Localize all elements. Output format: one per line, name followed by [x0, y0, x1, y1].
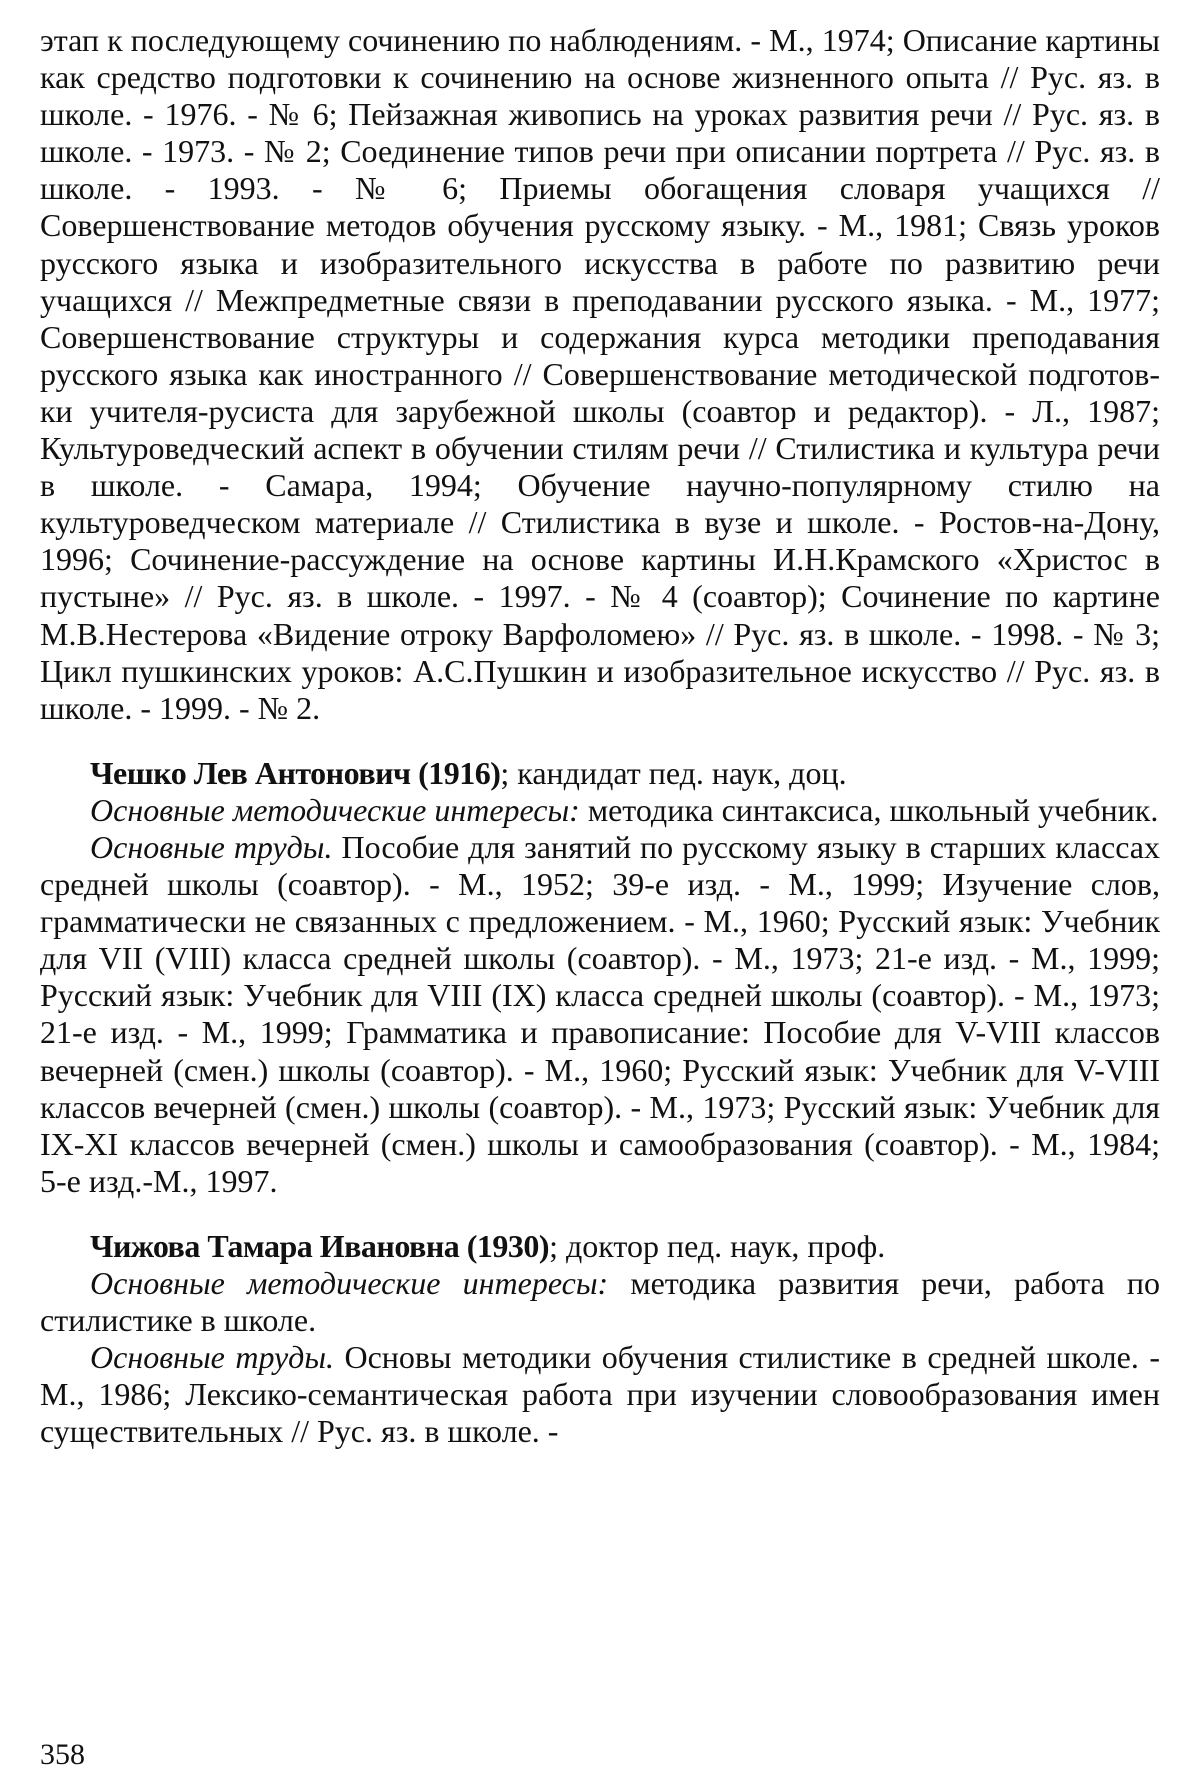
interests-text: методика развития речи, работа по стилистике в школе.	[40, 1265, 1161, 1339]
interests-label: Основные методические интересы:	[90, 1265, 609, 1301]
interests-paragraph	[40, 792, 1160, 829]
interests-text: методика синтаксиса, школьный учебник.	[579, 791, 1159, 828]
works-label: Основные труды.	[90, 1339, 334, 1376]
author-heading	[40, 755, 1160, 792]
author-heading	[40, 1228, 1160, 1265]
works-paragraph	[40, 829, 1160, 1200]
document-page	[40, 22, 1160, 1450]
interests-label: Основные методические интересы:	[90, 791, 580, 828]
author-degree: ; кандидат пед. наук, доц.	[500, 754, 847, 791]
page-number: 358	[40, 1738, 85, 1771]
works-label: Основные труды.	[90, 828, 333, 865]
author-name: Чижова Тамара Ивановна (1930)	[90, 1227, 550, 1264]
author-entry	[40, 755, 1160, 1200]
works-text: Пособие для занятий по русскому языку в старших классах средней школы (соавтор). - М., 1952; 39-е изд. - М., 1999; Изучение слов, грамматически не связанных с предложением. - М., 1960; Русский язык: Учебник для VII (VIII) класса средней школы (соавтор). - М., 1973; 21-е изд. - М., 1999; Русский язык: Учебник для VIII (IX) класса средней школы (соавтор). - М., 1973; 21-е изд. - М., 1999; Грамматика и правописание: Пособие для V-VIII классов вечерней (смен.) школы (соавтор). - М., 1960; Русский язык: Учебник для V-VIII классов вечерней (смен.) школы (соавтор). - М., 1973; Русский язык: Учебник для IX-XI классов вечерней (смен.) школы и самообразования (соавтор). - М., 1984; 5-е изд.-М., 1997.	[40, 828, 1161, 1199]
interests-paragraph	[40, 1265, 1160, 1339]
works-paragraph	[40, 1339, 1160, 1450]
author-name: Чешко Лев Антонович (1916)	[90, 754, 501, 791]
author-entry	[40, 1228, 1160, 1451]
intro-paragraph: этап к последующему сочинению по наблюдениям. - М., 1974; Описание картины как средство подготовки к сочинению на основе жизненного опыта // Рус. яз. в школе. - 1976. - № 6; Пейзажная живопись на уроках развития речи // Рус. яз. в школе. - 1973. - № 2; Соединение типов речи при описании портрета // Рус. яз. в школе. - 1993. - № 6; Приемы обогащения словаря учащихся // Совершенствование методов обучения русскому языку. - М., 1981; Связь уроков русского языка и изобразительного искусства в работе по развитию речи учащихся // Межпредметные связи в преподавании русского языка. - М., 1977; Совершенствование структуры и содержания курса методики преподавания русского языка как иностранного // Совершенствование методической подготовки учителя-русиста для зарубежной школы (соавтор и редактор). - Л., 1987; Культуроведческий аспект в обучении стилям речи // Стилистика и культура речи в школе. - Самара, 1994; Обучение научно-популярному стилю на культуроведческом материале // Стилистика в вузе и школе. - Ростов-на-Дону, 1996; Сочинение-рассуждение на основе картины И.Н.Крамского «Христос в пустыне» // Рус. яз. в школе. - 1997. - № 4 (соавтор); Сочинение по картине М.В.Нестерова «Видение отроку Варфоломею» // Рус. яз. в школе. - 1998. - № 3; Цикл пушкинских уроков: А.С.Пушкин и изобразительное искусство // Рус. яз. в школе. - 1999. - № 2.	[40, 22, 1160, 726]
works-text: Основы методики обучения стилистике в средней школе. - М., 1986; Лексико-семантическая работа при изучении словообразования имен существительных // Рус. яз. в школе. -	[40, 1339, 1160, 1450]
author-degree: ; доктор пед. наук, проф.	[549, 1227, 886, 1264]
